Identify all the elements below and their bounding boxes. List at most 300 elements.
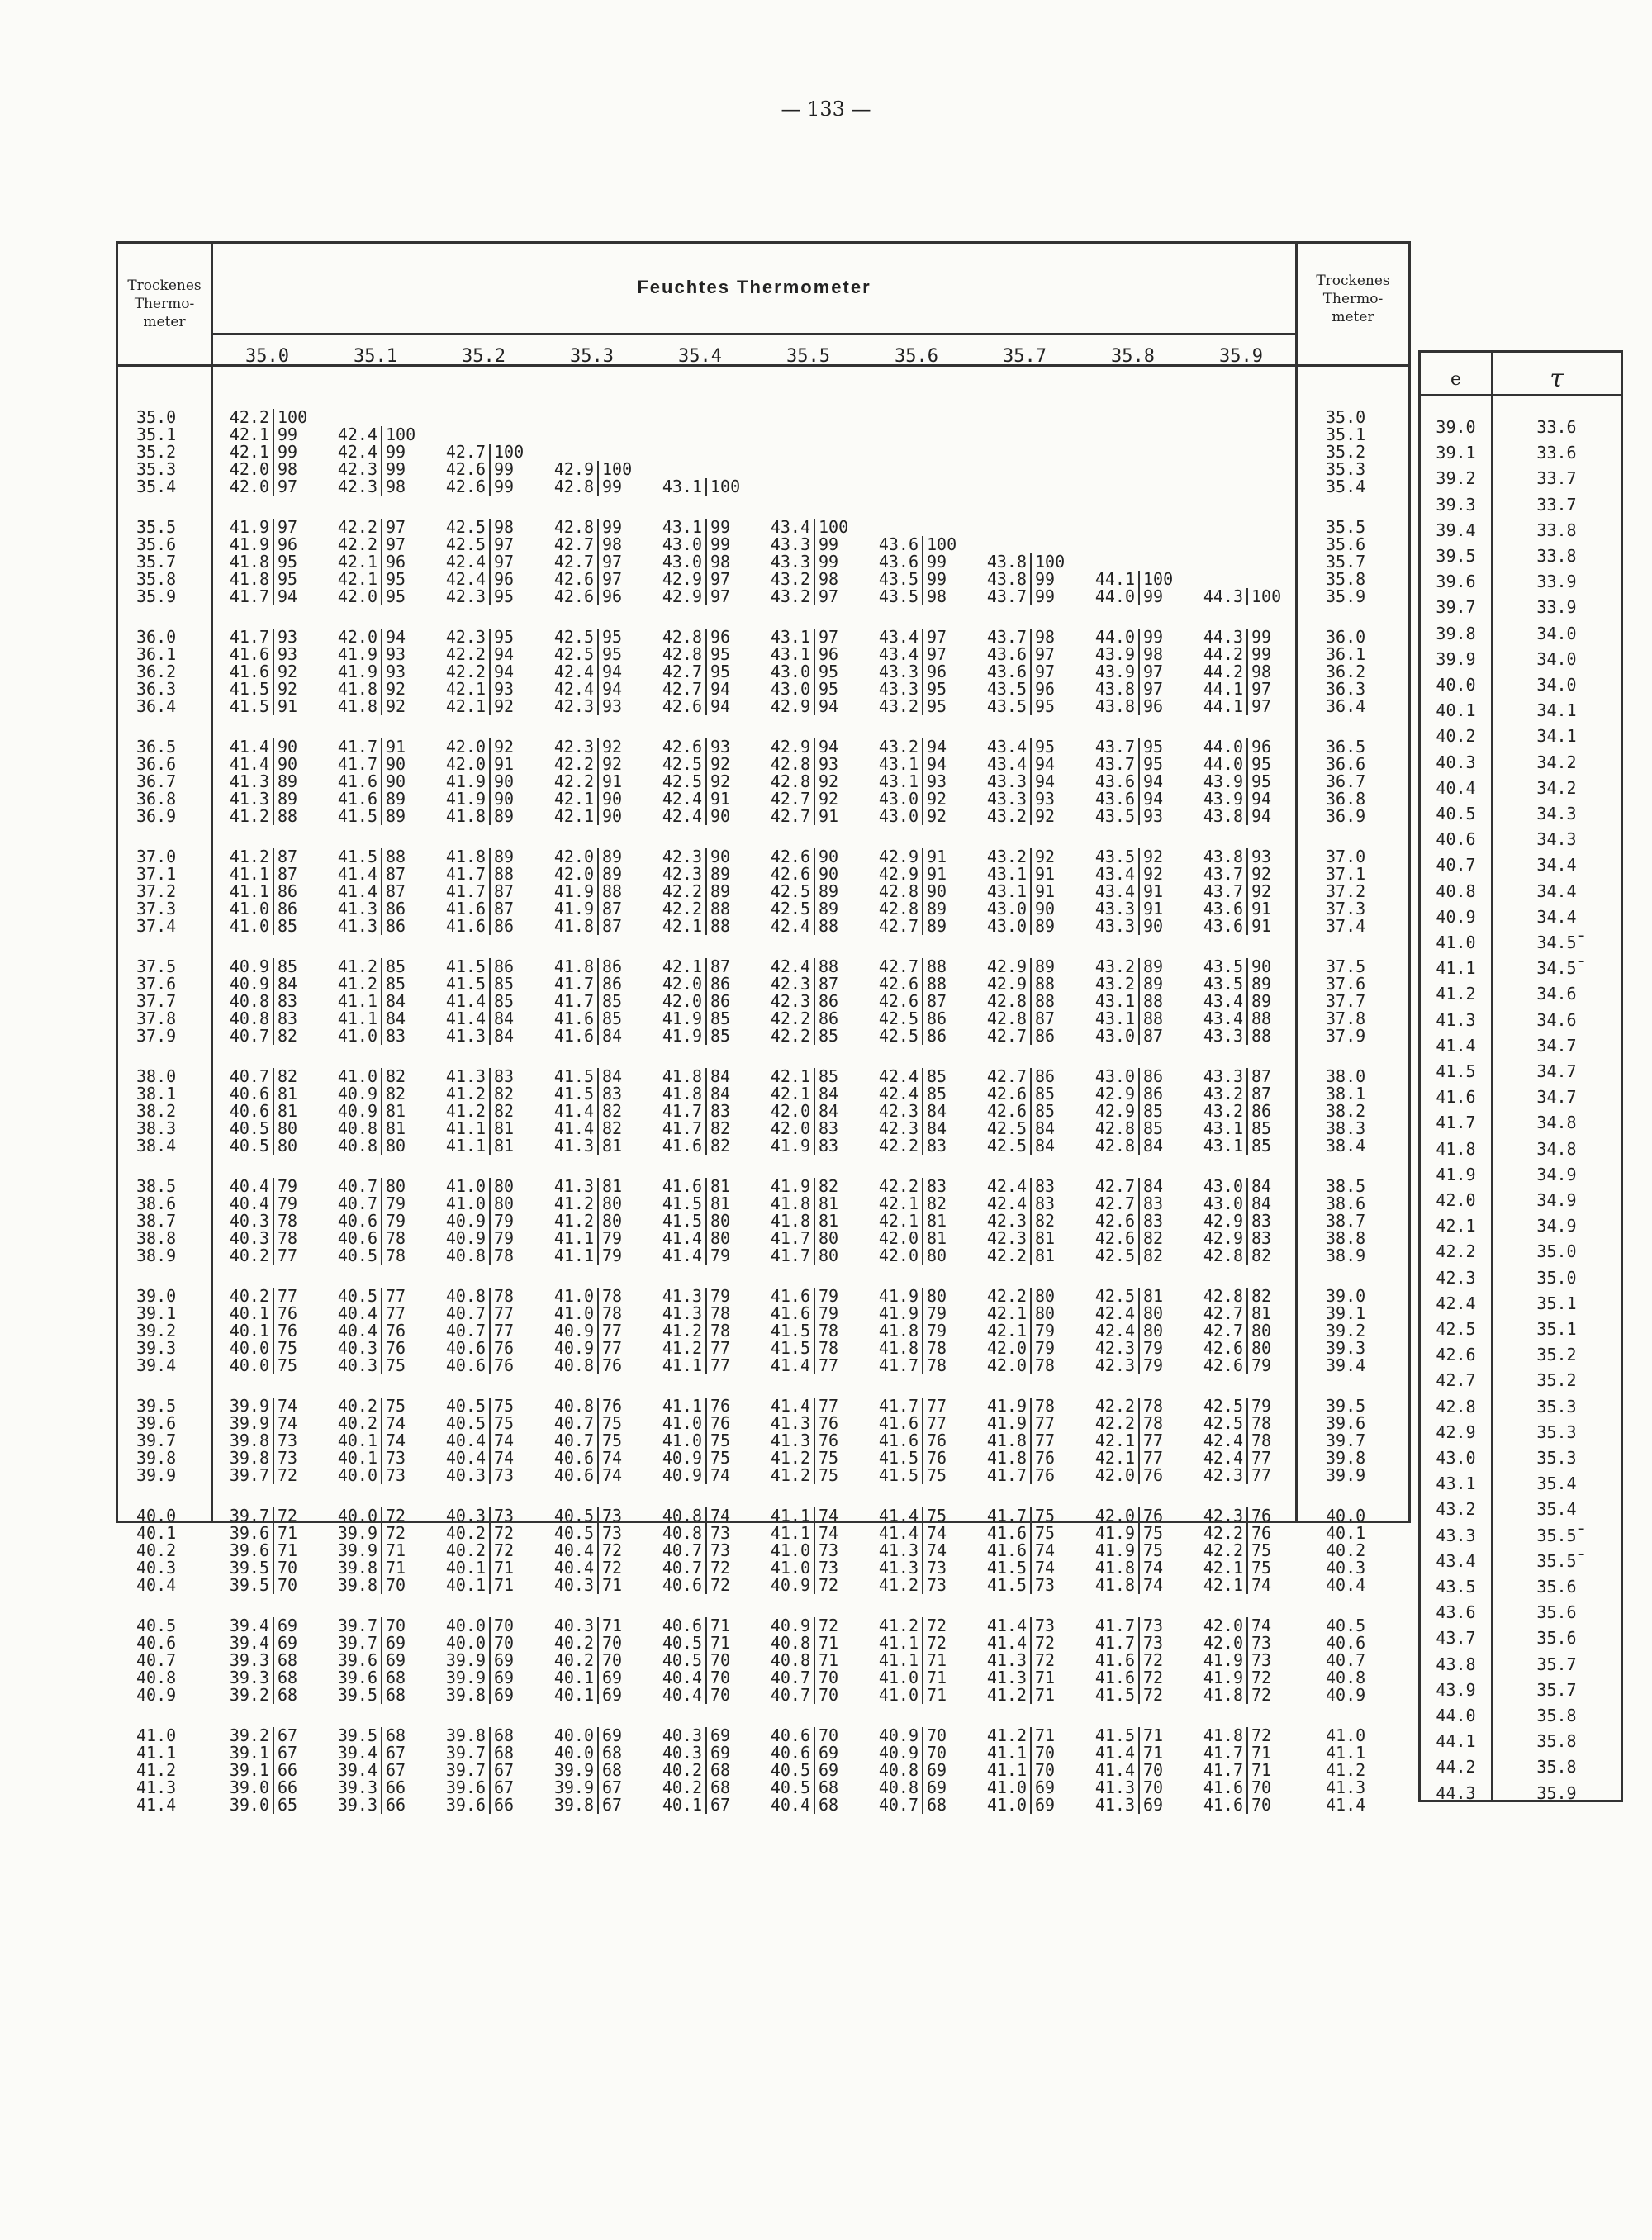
cell-temperature: 39.4 bbox=[229, 1633, 269, 1653]
cell-separator bbox=[273, 1247, 274, 1265]
cell-temperature: 40.3 bbox=[337, 1338, 377, 1358]
table-cell bbox=[213, 1432, 321, 1450]
cell-separator bbox=[1030, 1415, 1032, 1432]
cell-separator bbox=[922, 1398, 923, 1415]
side-table-header-rule bbox=[1421, 394, 1621, 396]
cell-separator bbox=[597, 478, 599, 496]
cell-humidity: 70 bbox=[819, 1668, 839, 1687]
cell-temperature: 41.7 bbox=[662, 1118, 702, 1138]
row-label-left: 38.1 bbox=[136, 1084, 177, 1103]
cell-humidity: 80 bbox=[1143, 1303, 1164, 1323]
cell-humidity: 68 bbox=[710, 1760, 731, 1780]
cell-separator bbox=[1030, 1542, 1032, 1559]
cell-temperature: 42.3 bbox=[1094, 1338, 1135, 1358]
side-row-tau: 35.4 bbox=[1536, 1474, 1577, 1494]
cell-temperature: 41.9 bbox=[337, 662, 377, 681]
cell-separator bbox=[814, 1213, 815, 1230]
cell-temperature: 41.0 bbox=[662, 1431, 702, 1450]
table-cell bbox=[971, 1744, 1079, 1762]
table-cell bbox=[862, 1432, 971, 1450]
cell-separator bbox=[1030, 975, 1032, 993]
cell-temperature: 43.1 bbox=[1203, 1118, 1243, 1138]
table-cell bbox=[862, 1103, 971, 1120]
table-cell bbox=[430, 1068, 538, 1085]
row-label-left: 35.9 bbox=[136, 586, 177, 606]
cell-separator bbox=[489, 478, 491, 496]
cell-temperature: 41.5 bbox=[1094, 1685, 1135, 1705]
table-cell bbox=[646, 1085, 754, 1103]
cell-temperature: 42.3 bbox=[1203, 1465, 1243, 1485]
cell-temperature: 41.3 bbox=[662, 1303, 702, 1323]
cell-humidity: 73 bbox=[602, 1506, 623, 1526]
cell-humidity: 82 bbox=[602, 1118, 623, 1138]
cell-humidity: 67 bbox=[386, 1743, 406, 1763]
cell-separator bbox=[1138, 1415, 1140, 1432]
table-cell bbox=[1079, 1687, 1187, 1704]
cell-separator bbox=[381, 756, 382, 773]
side-row-e: 41.0 bbox=[1436, 933, 1476, 952]
table-cell bbox=[971, 756, 1079, 773]
cell-temperature: 41.1 bbox=[337, 991, 377, 1011]
cell-separator bbox=[814, 848, 815, 866]
table-cell bbox=[321, 790, 430, 808]
cell-separator bbox=[381, 975, 382, 993]
table-cell bbox=[213, 1103, 321, 1120]
cell-humidity: 83 bbox=[819, 1136, 839, 1156]
cell-humidity: 94 bbox=[602, 679, 623, 699]
cell-temperature: 40.1 bbox=[229, 1303, 269, 1323]
cell-separator bbox=[597, 1467, 599, 1484]
table-cell bbox=[862, 866, 971, 883]
cell-humidity: 66 bbox=[278, 1777, 298, 1797]
table-cell bbox=[213, 756, 321, 773]
cell-temperature: 41.7 bbox=[1203, 1760, 1243, 1780]
cell-humidity: 68 bbox=[494, 1725, 515, 1745]
table-cell bbox=[971, 1322, 1079, 1340]
table-cell bbox=[538, 1577, 646, 1594]
cell-humidity: 70 bbox=[1251, 1795, 1272, 1815]
cell-separator bbox=[705, 1288, 707, 1305]
side-row-e: 40.0 bbox=[1436, 675, 1476, 695]
cell-temperature: 42.2 bbox=[445, 644, 486, 664]
cell-separator bbox=[1246, 588, 1248, 605]
cell-humidity: 86 bbox=[1035, 1026, 1056, 1046]
side-row-tau: 35.2 bbox=[1536, 1345, 1577, 1365]
cell-temperature: 41.2 bbox=[770, 1448, 810, 1468]
cell-separator bbox=[922, 1652, 923, 1669]
table-cell bbox=[646, 866, 754, 883]
table-cell bbox=[538, 1617, 646, 1635]
table-cell bbox=[754, 536, 862, 553]
cell-temperature: 39.9 bbox=[229, 1396, 269, 1416]
cell-humidity: 97 bbox=[494, 534, 515, 554]
cell-separator bbox=[1246, 1779, 1248, 1796]
table-cell bbox=[971, 1398, 1079, 1415]
cell-humidity: 94 bbox=[819, 696, 839, 716]
cell-temperature: 42.7 bbox=[878, 916, 919, 936]
table-cell bbox=[971, 553, 1079, 571]
cell-temperature: 41.6 bbox=[229, 644, 269, 664]
table-cell bbox=[1079, 738, 1187, 756]
cell-temperature: 40.4 bbox=[553, 1540, 594, 1560]
cell-temperature: 42.0 bbox=[553, 864, 594, 884]
table-cell bbox=[1079, 1559, 1187, 1577]
cell-separator bbox=[381, 663, 382, 681]
cell-temperature: 40.5 bbox=[337, 1286, 377, 1306]
row-label-left: 38.6 bbox=[136, 1194, 177, 1213]
cell-humidity: 94 bbox=[927, 737, 947, 757]
cell-humidity: 76 bbox=[710, 1396, 731, 1416]
cell-humidity: 74 bbox=[927, 1523, 947, 1543]
cell-humidity: 70 bbox=[927, 1725, 947, 1745]
row-label-left: 35.2 bbox=[136, 442, 177, 462]
cell-humidity: 99 bbox=[1035, 586, 1056, 606]
cell-temperature: 41.7 bbox=[553, 974, 594, 994]
cell-separator bbox=[705, 1635, 707, 1652]
table-cell bbox=[213, 975, 321, 993]
cell-temperature: 42.3 bbox=[337, 477, 377, 496]
cell-temperature: 43.6 bbox=[878, 534, 919, 554]
table-cell bbox=[213, 1195, 321, 1213]
cell-humidity: 90 bbox=[386, 754, 406, 774]
table-cell bbox=[1079, 1178, 1187, 1195]
cell-temperature: 42.4 bbox=[770, 956, 810, 976]
cell-separator bbox=[922, 773, 923, 790]
side-row-tau: 35.6 bbox=[1536, 1628, 1577, 1649]
cell-humidity: 99 bbox=[927, 569, 947, 589]
table-cell bbox=[430, 958, 538, 975]
cell-separator bbox=[1246, 1305, 1248, 1322]
cell-separator bbox=[1138, 1340, 1140, 1357]
cell-separator bbox=[705, 808, 707, 825]
cell-humidity: 95 bbox=[819, 679, 839, 699]
cell-temperature: 42.6 bbox=[445, 459, 486, 479]
cell-humidity: 99 bbox=[494, 459, 515, 479]
cell-separator bbox=[1138, 1635, 1140, 1652]
cell-humidity: 68 bbox=[386, 1668, 406, 1687]
cell-humidity: 70 bbox=[710, 1685, 731, 1705]
cell-humidity: 95 bbox=[386, 569, 406, 589]
table-cell bbox=[971, 808, 1079, 825]
cell-temperature: 41.5 bbox=[662, 1211, 702, 1231]
cell-temperature: 39.3 bbox=[229, 1668, 269, 1687]
cell-humidity: 68 bbox=[710, 1777, 731, 1797]
table-cell bbox=[1079, 1727, 1187, 1744]
cell-humidity: 77 bbox=[1143, 1448, 1164, 1468]
cell-humidity: 99 bbox=[494, 477, 515, 496]
table-cell bbox=[538, 975, 646, 993]
psychrometric-table bbox=[116, 241, 1411, 1815]
table-cell bbox=[646, 519, 754, 536]
cell-separator bbox=[922, 1178, 923, 1195]
table-cell bbox=[646, 681, 754, 698]
cell-temperature: 39.6 bbox=[445, 1795, 486, 1815]
cell-humidity: 68 bbox=[819, 1795, 839, 1815]
table-cell bbox=[430, 571, 538, 588]
cell-separator bbox=[922, 1669, 923, 1687]
cell-separator bbox=[489, 1247, 491, 1265]
row-label-left: 40.2 bbox=[136, 1540, 177, 1560]
cell-humidity: 78 bbox=[927, 1355, 947, 1375]
table-cell bbox=[321, 588, 430, 605]
table-cell bbox=[971, 1120, 1079, 1137]
cell-separator bbox=[489, 1635, 491, 1652]
cell-separator bbox=[1030, 1669, 1032, 1687]
table-cell bbox=[321, 663, 430, 681]
cell-separator bbox=[814, 663, 815, 681]
cell-separator bbox=[922, 883, 923, 900]
cell-humidity: 86 bbox=[602, 974, 623, 994]
cell-humidity: 74 bbox=[819, 1506, 839, 1526]
cell-humidity: 92 bbox=[278, 679, 298, 699]
cell-temperature: 40.3 bbox=[553, 1616, 594, 1635]
cell-separator bbox=[814, 1507, 815, 1525]
table-cell bbox=[1187, 1525, 1295, 1542]
side-row-tau: 35.3 bbox=[1536, 1396, 1577, 1417]
cell-separator bbox=[381, 1450, 382, 1467]
cell-humidity: 70 bbox=[494, 1616, 515, 1635]
cell-separator bbox=[1138, 738, 1140, 756]
cell-humidity: 70 bbox=[602, 1650, 623, 1670]
cell-humidity: 73 bbox=[1143, 1616, 1164, 1635]
table-cell bbox=[971, 1288, 1079, 1305]
row-label-right: 38.6 bbox=[1326, 1194, 1366, 1213]
row-label-right: 39.0 bbox=[1326, 1286, 1366, 1306]
table-cell bbox=[321, 1010, 430, 1027]
cell-separator bbox=[814, 1432, 815, 1450]
row-label-left: 35.3 bbox=[136, 459, 177, 479]
cell-humidity: 99 bbox=[602, 477, 623, 496]
column-header: 35.1 bbox=[354, 346, 397, 367]
table-cell bbox=[321, 553, 430, 571]
cell-temperature: 41.0 bbox=[986, 1777, 1027, 1797]
table-cell bbox=[538, 1796, 646, 1814]
cell-humidity: 85 bbox=[819, 1026, 839, 1046]
table-cell bbox=[754, 1559, 862, 1577]
table-cell bbox=[538, 808, 646, 825]
cell-temperature: 39.9 bbox=[445, 1668, 486, 1687]
table-cell bbox=[754, 629, 862, 646]
table-cell bbox=[754, 1744, 862, 1762]
cell-separator bbox=[1030, 1762, 1032, 1779]
cell-humidity: 89 bbox=[710, 864, 731, 884]
cell-temperature: 41.6 bbox=[1203, 1777, 1243, 1797]
cell-temperature: 41.9 bbox=[1203, 1650, 1243, 1670]
cell-temperature: 43.3 bbox=[1203, 1066, 1243, 1086]
cell-humidity: 73 bbox=[1251, 1633, 1272, 1653]
cell-humidity: 82 bbox=[710, 1136, 731, 1156]
table-cell bbox=[646, 1322, 754, 1340]
side-row-e: 39.0 bbox=[1436, 417, 1476, 437]
table-cell bbox=[321, 1415, 430, 1432]
table-cell bbox=[1079, 588, 1187, 605]
cell-separator bbox=[273, 1305, 274, 1322]
cell-separator bbox=[381, 1213, 382, 1230]
table-cell bbox=[862, 1357, 971, 1374]
cell-humidity: 66 bbox=[278, 1760, 298, 1780]
cell-humidity: 71 bbox=[1143, 1743, 1164, 1763]
cell-separator bbox=[381, 444, 382, 461]
table-cell bbox=[430, 1727, 538, 1744]
cell-humidity: 96 bbox=[1251, 737, 1272, 757]
cell-separator bbox=[1030, 1085, 1032, 1103]
side-row-e: 42.2 bbox=[1436, 1241, 1476, 1262]
cell-temperature: 40.4 bbox=[445, 1448, 486, 1468]
cell-humidity: 84 bbox=[1035, 1136, 1056, 1156]
cell-separator bbox=[814, 1305, 815, 1322]
table-cell bbox=[1079, 808, 1187, 825]
cell-humidity: 67 bbox=[602, 1795, 623, 1815]
cell-temperature: 44.2 bbox=[1203, 644, 1243, 664]
cell-temperature: 41.4 bbox=[662, 1246, 702, 1265]
cell-separator bbox=[1246, 958, 1248, 975]
table-cell bbox=[862, 1195, 971, 1213]
cell-separator bbox=[1138, 698, 1140, 715]
cell-separator bbox=[1030, 918, 1032, 935]
cell-temperature: 42.7 bbox=[1094, 1194, 1135, 1213]
cell-separator bbox=[1030, 553, 1032, 571]
cell-humidity: 72 bbox=[1251, 1668, 1272, 1687]
cell-humidity: 95 bbox=[602, 627, 623, 647]
cell-temperature: 43.7 bbox=[1094, 737, 1135, 757]
cell-humidity: 99 bbox=[1143, 627, 1164, 647]
table-cell bbox=[1187, 773, 1295, 790]
table-cell bbox=[538, 1213, 646, 1230]
cell-separator bbox=[381, 1340, 382, 1357]
side-row-tau: 34.5̄ bbox=[1536, 958, 1577, 979]
cell-temperature: 41.8 bbox=[770, 1211, 810, 1231]
cell-temperature: 40.6 bbox=[770, 1743, 810, 1763]
cell-temperature: 40.2 bbox=[662, 1777, 702, 1797]
table-cell bbox=[646, 553, 754, 571]
label-line: meter bbox=[143, 314, 186, 330]
table-cell bbox=[1187, 663, 1295, 681]
cell-humidity: 69 bbox=[819, 1743, 839, 1763]
cell-humidity: 77 bbox=[386, 1303, 406, 1323]
cell-temperature: 42.3 bbox=[1203, 1506, 1243, 1526]
cell-humidity: 86 bbox=[602, 956, 623, 976]
cell-separator bbox=[381, 883, 382, 900]
cell-temperature: 42.2 bbox=[878, 1176, 919, 1196]
cell-separator bbox=[273, 883, 274, 900]
cell-separator bbox=[705, 1559, 707, 1577]
side-row-tau: 34.1 bbox=[1536, 726, 1577, 747]
cell-temperature: 42.1 bbox=[770, 1066, 810, 1086]
row-label-right: 38.4 bbox=[1326, 1136, 1366, 1156]
cell-humidity: 77 bbox=[927, 1396, 947, 1416]
cell-temperature: 42.6 bbox=[445, 477, 486, 496]
table-cell bbox=[1187, 1617, 1295, 1635]
cell-separator bbox=[1246, 1178, 1248, 1195]
cell-temperature: 39.9 bbox=[337, 1523, 377, 1543]
cell-humidity: 79 bbox=[927, 1303, 947, 1323]
cell-humidity: 78 bbox=[278, 1228, 298, 1248]
cell-humidity: 95 bbox=[710, 644, 731, 664]
cell-humidity: 72 bbox=[927, 1616, 947, 1635]
cell-separator bbox=[381, 1577, 382, 1594]
cell-temperature: 42.6 bbox=[1094, 1228, 1135, 1248]
cell-temperature: 41.9 bbox=[878, 1286, 919, 1306]
table-cell bbox=[646, 1357, 754, 1374]
cell-temperature: 41.9 bbox=[1203, 1668, 1243, 1687]
cell-separator bbox=[273, 790, 274, 808]
cell-temperature: 40.5 bbox=[229, 1118, 269, 1138]
table-cell bbox=[1187, 918, 1295, 935]
cell-separator bbox=[922, 663, 923, 681]
cell-separator bbox=[1138, 1796, 1140, 1814]
cell-separator bbox=[1246, 1137, 1248, 1155]
row-label-right: 35.7 bbox=[1326, 552, 1366, 572]
cell-temperature: 41.3 bbox=[445, 1066, 486, 1086]
cell-temperature: 41.4 bbox=[445, 1008, 486, 1028]
cell-separator bbox=[814, 1178, 815, 1195]
cell-temperature: 42.1 bbox=[1203, 1558, 1243, 1578]
cell-separator bbox=[814, 1687, 815, 1704]
table-cell bbox=[321, 993, 430, 1010]
table-cell bbox=[862, 1467, 971, 1484]
cell-humidity: 75 bbox=[819, 1448, 839, 1468]
cell-separator bbox=[489, 444, 491, 461]
cell-humidity: 97 bbox=[602, 552, 623, 572]
cell-humidity: 75 bbox=[1251, 1540, 1272, 1560]
table-cell bbox=[862, 1288, 971, 1305]
cell-temperature: 42.7 bbox=[662, 679, 702, 699]
cell-humidity: 80 bbox=[278, 1136, 298, 1156]
cell-humidity: 81 bbox=[1251, 1303, 1272, 1323]
cell-temperature: 43.5 bbox=[1203, 956, 1243, 976]
cell-humidity: 90 bbox=[710, 847, 731, 866]
side-row-e: 40.6 bbox=[1436, 829, 1476, 850]
side-row-e: 42.3 bbox=[1436, 1267, 1476, 1288]
cell-humidity: 78 bbox=[602, 1303, 623, 1323]
cell-temperature: 43.0 bbox=[1094, 1066, 1135, 1086]
cell-separator bbox=[597, 756, 599, 773]
cell-humidity: 72 bbox=[278, 1506, 298, 1526]
cell-temperature: 40.3 bbox=[229, 1228, 269, 1248]
cell-humidity: 69 bbox=[819, 1760, 839, 1780]
cell-separator bbox=[1030, 681, 1032, 698]
cell-separator bbox=[489, 1178, 491, 1195]
table-cell bbox=[754, 1577, 862, 1594]
cell-humidity: 74 bbox=[927, 1540, 947, 1560]
cell-separator bbox=[705, 663, 707, 681]
table-cell bbox=[971, 1727, 1079, 1744]
table-cell bbox=[971, 1762, 1079, 1779]
cell-separator bbox=[1030, 1796, 1032, 1814]
row-label-left: 38.9 bbox=[136, 1246, 177, 1265]
cell-humidity: 97 bbox=[927, 644, 947, 664]
cell-temperature: 40.7 bbox=[337, 1194, 377, 1213]
table-cell bbox=[754, 1507, 862, 1525]
side-row-tau: 35.3 bbox=[1536, 1448, 1577, 1468]
cell-separator bbox=[597, 1415, 599, 1432]
table-cell bbox=[538, 1450, 646, 1467]
table-cell bbox=[430, 1340, 538, 1357]
cell-separator bbox=[705, 1195, 707, 1213]
cell-temperature: 42.0 bbox=[337, 586, 377, 606]
cell-temperature: 43.4 bbox=[986, 737, 1027, 757]
side-row-tau: 33.8 bbox=[1536, 520, 1577, 540]
cell-separator bbox=[1138, 1120, 1140, 1137]
row-label-left: 36.7 bbox=[136, 771, 177, 791]
cell-temperature: 40.3 bbox=[337, 1355, 377, 1375]
cell-separator bbox=[273, 571, 274, 588]
cell-separator bbox=[597, 519, 599, 536]
cell-temperature: 41.7 bbox=[1094, 1633, 1135, 1653]
row-label-left: 37.9 bbox=[136, 1026, 177, 1046]
cell-separator bbox=[1138, 1195, 1140, 1213]
cell-humidity: 81 bbox=[602, 1176, 623, 1196]
